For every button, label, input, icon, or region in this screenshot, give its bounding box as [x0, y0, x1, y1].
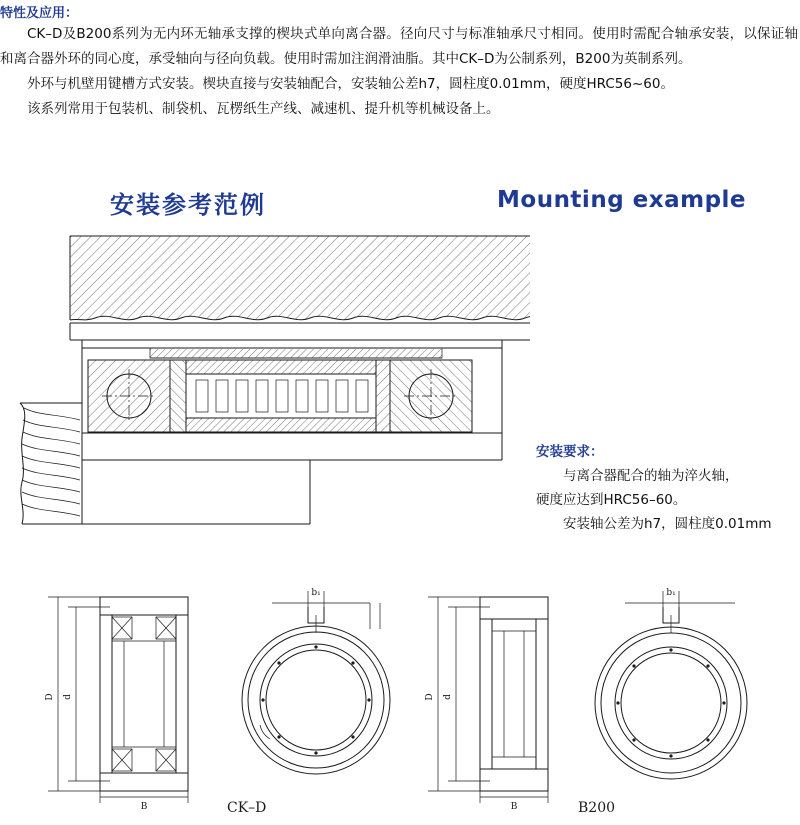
heading-mounting-example-cn: 安装参考范例	[110, 191, 266, 219]
requirement-line-2: 硬度应达到HRC56–60。	[536, 492, 687, 508]
requirement-line-3: 安装轴公差为h7，圆柱度0.01mm	[563, 516, 772, 532]
front-view-ckd	[240, 585, 400, 815]
figure-caption-b200: B200	[578, 800, 616, 816]
svg-text:d: d	[443, 694, 453, 700]
svg-text:b₁: b₁	[311, 588, 321, 598]
intro-text-block	[0, 22, 798, 122]
svg-text:b₁: b₁	[666, 588, 676, 598]
installation-requirement-block	[536, 440, 798, 536]
svg-text:B: B	[140, 802, 148, 812]
svg-text:D: D	[45, 693, 55, 701]
mounting-example-drawing	[10, 228, 530, 573]
svg-text:D: D	[425, 693, 435, 701]
svg-text:B: B	[510, 802, 518, 812]
front-view-b200	[585, 585, 760, 815]
paragraph-2: 外环与机壁用键槽方式安装。楔块直接与安装轴配合，安装轴公差h7，圆柱度0.01mm，硬度HRC56~60。	[27, 76, 674, 92]
section-view-b200	[420, 585, 590, 815]
svg-text:d: d	[63, 694, 73, 700]
figure-caption-ckd: CK–D	[227, 800, 267, 816]
requirement-line-1: 与离合器配合的轴为淬火轴，	[563, 468, 739, 484]
requirement-title: 安装要求：	[536, 444, 604, 460]
section-title: 特性及应用：	[0, 6, 79, 21]
paragraph-3: 该系列常用于包装机、制袋机、瓦楞纸生产线、减速机、提升机等机械设备上。	[27, 101, 500, 117]
heading-mounting-example-en: Mounting example	[497, 187, 747, 213]
paragraph-1: CK–D及B200系列为无内环无轴承支撑的楔块式单向离合器。径向尺寸与标准轴承尺寸相同。使用时需配合轴承安装，以保证轴和离合器外环的同心度，承受轴向与径向负载。使用时需加注润滑油脂。其中CK–D为公制系列，B200为英制系列。	[0, 26, 798, 67]
section-view-ckd	[40, 585, 225, 815]
